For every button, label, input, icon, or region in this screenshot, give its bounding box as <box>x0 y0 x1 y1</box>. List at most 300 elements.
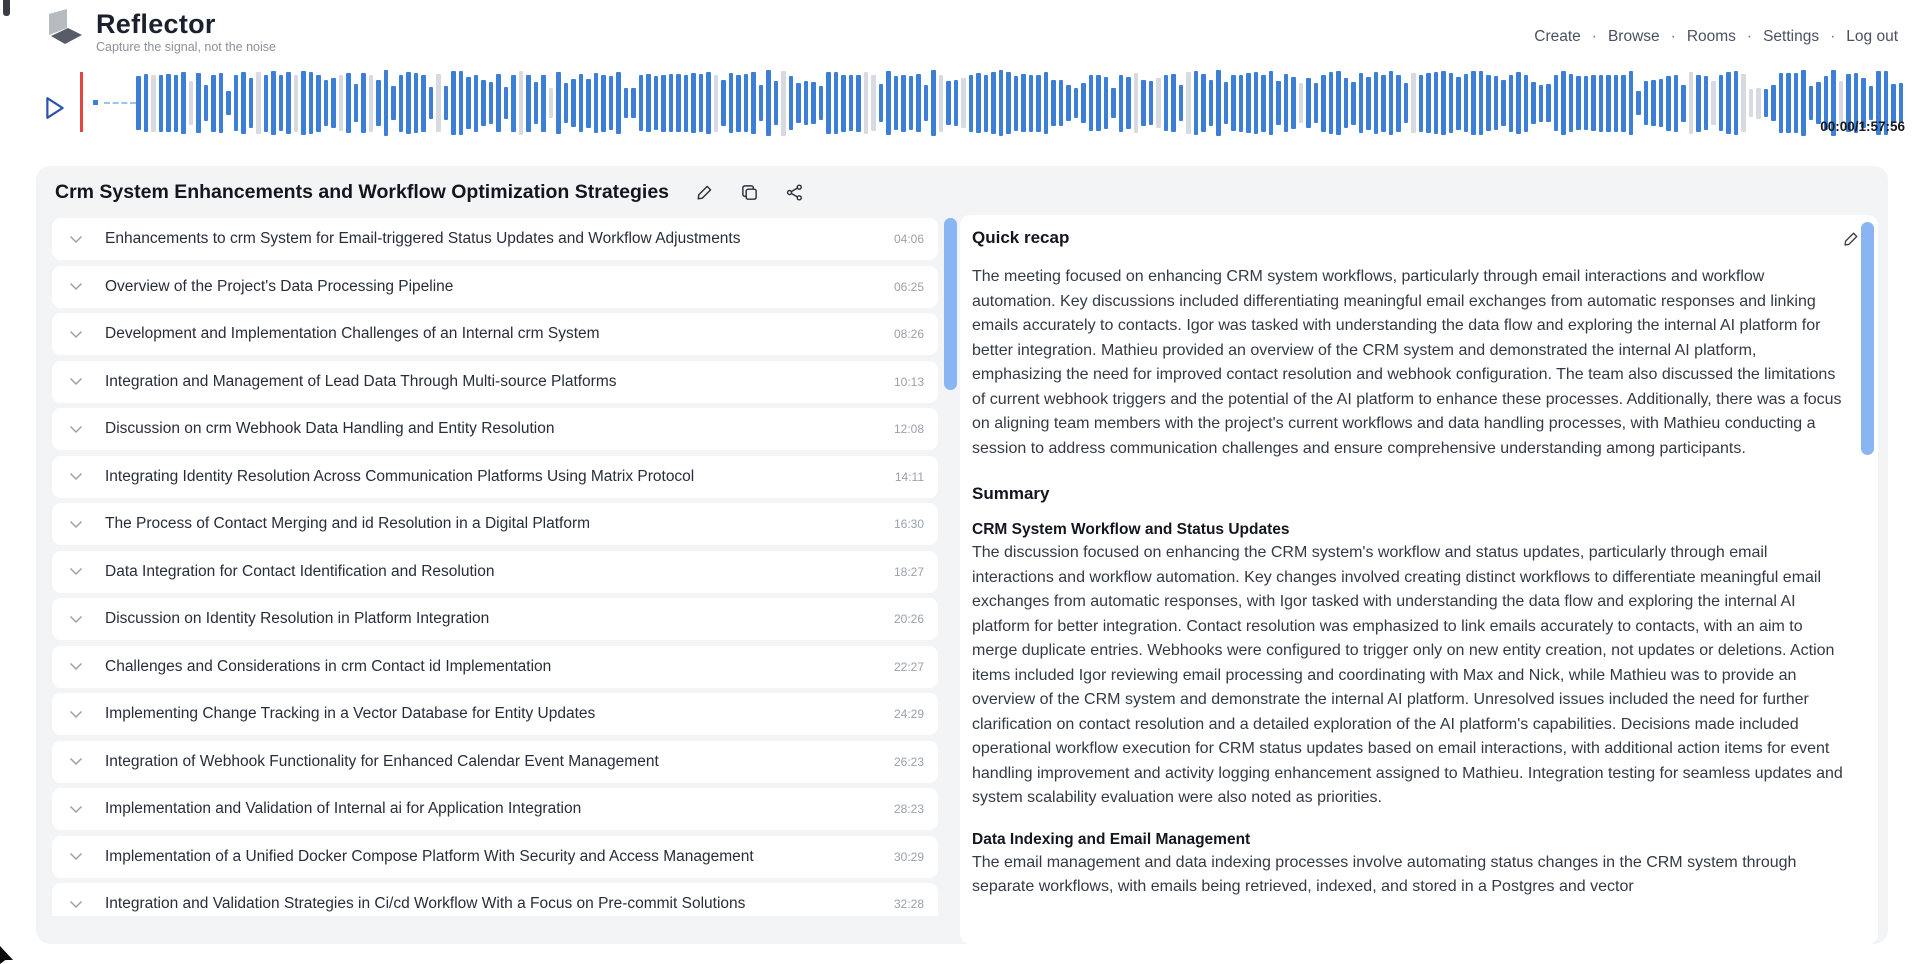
waveform-bar <box>286 72 291 133</box>
waveform-bar <box>1764 89 1769 117</box>
waveform-bar <box>579 74 584 132</box>
waveform-bar <box>1741 74 1746 132</box>
waveform-bar <box>864 72 869 134</box>
waveform-bar <box>1569 74 1574 132</box>
waveform-bar <box>166 74 171 133</box>
waveform-bar <box>586 79 591 128</box>
playhead-marker[interactable] <box>80 72 83 132</box>
waveform-bar <box>1411 73 1416 133</box>
waveform-bar <box>436 74 441 132</box>
quick-recap-header <box>972 228 1860 248</box>
waveform-bar <box>639 75 644 131</box>
topic-row[interactable] <box>52 598 938 640</box>
waveform-bar <box>1261 75 1266 132</box>
waveform-bar <box>999 70 1004 135</box>
topic-row[interactable] <box>52 313 938 355</box>
waveform-bar <box>189 81 194 125</box>
waveform-bar <box>339 75 344 131</box>
topic-title: Integration of Webhook Functionality for Enhanced Calendar Event Management <box>105 752 659 770</box>
topic-timestamp: 14:11 <box>894 469 924 484</box>
topic-title: The Process of Contact Merging and id Resolution in a Digital Platform <box>105 515 591 532</box>
waveform-bar <box>399 75 404 132</box>
waveform-bar <box>489 82 494 124</box>
topic-row[interactable] <box>52 456 938 498</box>
waveform-bar <box>1539 85 1544 122</box>
waveform-bar <box>1149 81 1154 125</box>
waveform-bar <box>1209 80 1214 125</box>
topic-row[interactable] <box>52 836 938 878</box>
waveform-bar <box>931 70 936 136</box>
waveform-bar <box>256 72 261 134</box>
topic-timestamp: 24:29 <box>893 707 924 721</box>
chevron-down-icon[interactable] <box>69 425 83 434</box>
main-nav <box>1534 28 1898 46</box>
waveform-bar <box>1224 82 1229 124</box>
summary-panel <box>960 215 1878 944</box>
waveform-bar <box>1321 75 1326 132</box>
waveform-bar <box>511 75 516 132</box>
waveform-bar <box>984 75 989 132</box>
waveform-bar <box>1141 80 1146 126</box>
waveform[interactable] <box>80 70 1905 136</box>
waveform-bar <box>669 74 674 132</box>
topic-title: Discussion on Identity Resolution in Platform Integration <box>105 610 490 627</box>
topics-scrollbar[interactable] <box>944 218 957 390</box>
waveform-bar <box>384 70 389 136</box>
waveform-bar <box>1786 73 1791 134</box>
topic-title: Enhancements to crm System for Email-triggered Status Updates and Workflow Adjustments <box>105 230 741 247</box>
waveform-bar <box>1576 76 1581 130</box>
topic-title: Implementation and Validation of Internal ai for Application Integration <box>105 800 582 817</box>
chevron-down-icon[interactable] <box>69 282 83 291</box>
waveform-bar <box>136 76 141 131</box>
meeting-title: Crm System Enhancements and Workflow Optimization Strategies <box>55 181 670 203</box>
waveform-bar <box>1246 73 1251 134</box>
summary-scrollbar[interactable] <box>1861 222 1874 455</box>
waveform-bar <box>879 84 884 122</box>
waveform-bar <box>459 71 464 135</box>
waveform-bar <box>1471 71 1476 136</box>
waveform-bar <box>444 86 449 120</box>
waveform-bar <box>894 76 899 129</box>
topic-title: Data Integration for Contact Identification and Resolution <box>105 562 495 580</box>
waveform-silence-dot <box>93 100 98 105</box>
waveform-bar <box>159 75 164 132</box>
topic-timestamp: 32:28 <box>893 897 924 911</box>
waveform-bar <box>219 73 224 133</box>
waveform-bar <box>1389 71 1394 135</box>
waveform-bar <box>309 72 314 133</box>
waveform-bar <box>361 73 366 133</box>
waveform-bar <box>1344 78 1349 128</box>
waveform-bar <box>849 75 854 131</box>
waveform-bar <box>1509 75 1514 132</box>
waveform-bar <box>699 74 704 132</box>
waveform-bar <box>1899 83 1904 122</box>
section-heading: Data Indexing and Email Management <box>972 830 1251 848</box>
topic-timestamp: 04:06 <box>893 232 924 246</box>
topic-row[interactable] <box>52 883 938 916</box>
waveform-bar <box>909 76 914 131</box>
waveform-bar <box>1014 76 1019 131</box>
waveform-bar <box>1561 71 1566 134</box>
waveform-bar <box>1134 73 1139 134</box>
waveform-bar <box>1801 70 1806 136</box>
waveform-bar <box>1186 72 1191 135</box>
waveform-bar <box>1621 75 1626 132</box>
nav-link-browse[interactable]: Browse <box>1607 28 1660 45</box>
waveform-bar <box>1284 74 1289 132</box>
topic-title: Development and Implementation Challenges of an Internal crm System <box>105 325 600 342</box>
waveform-bar <box>1591 75 1596 131</box>
waveform-silence-dashes <box>104 102 136 104</box>
chevron-down-icon[interactable] <box>69 520 83 529</box>
waveform-bar <box>969 75 974 132</box>
waveform-bar <box>346 73 351 133</box>
chevron-down-icon[interactable] <box>69 330 83 339</box>
waveform-bar <box>1749 89 1754 118</box>
waveform-bar <box>421 75 426 132</box>
waveform-bar <box>646 74 651 131</box>
topic-title: Integrating Identity Resolution Across Communication Platforms Using Matrix Protocol <box>105 467 695 485</box>
waveform-bar <box>1126 77 1131 128</box>
waveform-bar <box>1036 75 1041 132</box>
waveform-bar <box>1494 76 1499 130</box>
waveform-bar <box>1756 88 1761 119</box>
app-tagline: Capture the signal, not the noise <box>96 40 276 54</box>
waveform-bar <box>1396 75 1401 132</box>
waveform-bar <box>1599 75 1604 132</box>
waveform-bar <box>1644 81 1649 125</box>
edit-summary-icon[interactable] <box>1842 230 1860 248</box>
waveform-bar <box>1441 71 1446 135</box>
chevron-down-icon[interactable] <box>69 377 83 386</box>
section-text: The discussion focused on enhancing the CRM system's workflow and status updates, particularly through email interactions and workflow automation. Key changes involved creating distinct workflows to differentiate meaningful email exchanges from automatic responses, with Igor tasked with understanding the data flow and exploring the internal AI platform for better integration. Contact resolution was emphasized to link emails accurately to contacts, with an aim to merge duplicate entries. Webhooks were configured to trigger only on new entity creation, not updates or deletions. Action items included Igor reviewing email processing and coordinating with Max and Nick, while Mathieu was to provide an overview of the CRM system and demonstrate the internal AI platform. Unresolved issues included the need for further clarification on contact resolution and a detailed exploration of the AI platform's capabilities. Decisions made included operational workflow execution for CRM status updates based on email interactions, with additional action items for event handling improvement and activity logging enhancement assigned to Mathieu. Integration testing for seamless updates and system scalability evaluation were also noted as priorities. <box>972 544 1843 806</box>
topic-timestamp: 10:13 <box>893 374 924 389</box>
topic-timestamp: 16:30 <box>893 517 924 531</box>
waveform-bar <box>1531 82 1536 125</box>
chevron-down-icon[interactable] <box>69 662 83 671</box>
waveform-bar <box>676 74 681 132</box>
waveform-bar <box>1029 75 1034 132</box>
chevron-down-icon[interactable] <box>69 235 83 244</box>
waveform-bar <box>684 75 689 132</box>
waveform-bar <box>841 75 846 132</box>
waveform-bar <box>1659 79 1664 128</box>
waveform-bar <box>1336 71 1341 135</box>
topic-row[interactable] <box>52 503 938 545</box>
topics-list <box>52 218 938 916</box>
chevron-down-icon[interactable] <box>69 710 83 719</box>
waveform-bar <box>811 82 816 124</box>
waveform-bar <box>834 72 839 135</box>
chevron-down-icon[interactable] <box>69 567 83 576</box>
waveform-bar <box>961 78 966 127</box>
waveform-bar <box>391 86 396 120</box>
waveform-bar <box>1891 84 1896 123</box>
waveform-bar <box>301 71 306 135</box>
topic-timestamp: 06:25 <box>893 279 924 294</box>
waveform-bar <box>789 76 794 129</box>
topic-row[interactable] <box>52 551 938 593</box>
waveform-bar <box>1719 75 1724 132</box>
chevron-down-icon[interactable] <box>69 757 83 766</box>
waveform-bar <box>1651 80 1656 126</box>
waveform-bar <box>1809 86 1814 119</box>
chevron-down-icon[interactable] <box>69 805 83 814</box>
waveform-bar <box>616 72 621 134</box>
waveform-bar <box>556 72 561 135</box>
waveform-bar <box>916 74 921 133</box>
quick-recap-heading: Quick recap <box>972 228 1070 247</box>
waveform-bar <box>571 79 576 127</box>
waveform-bar <box>376 80 381 126</box>
waveform-bar <box>1171 74 1176 132</box>
reflector-logo-icon[interactable] <box>38 6 86 54</box>
topic-row[interactable] <box>52 788 938 830</box>
meeting-card <box>36 166 1888 944</box>
section-heading: CRM System Workflow and Status Updates <box>972 521 1290 538</box>
waveform-bar <box>226 91 231 115</box>
topic-row[interactable] <box>52 361 938 403</box>
waveform-bar <box>406 72 411 134</box>
topic-timestamp: 08:26 <box>893 327 924 341</box>
waveform-bar <box>1351 82 1356 125</box>
waveform-bar <box>526 75 531 132</box>
waveform-bar <box>1689 72 1694 133</box>
waveform-bar <box>1554 75 1559 131</box>
waveform-bar <box>1201 74 1206 132</box>
waveform-bar <box>271 71 276 136</box>
waveform-bar <box>766 70 771 135</box>
waveform-bar <box>1704 76 1709 129</box>
waveform-bar <box>736 75 741 132</box>
waveform-bar <box>826 72 831 134</box>
waveform-bar <box>1269 71 1274 136</box>
waveform-bar <box>324 80 329 127</box>
waveform-bar <box>481 80 486 126</box>
chevron-down-icon[interactable] <box>69 852 83 861</box>
waveform-bar <box>759 85 764 121</box>
waveform-bar <box>331 78 336 127</box>
waveform-bar <box>1464 74 1469 132</box>
topic-timestamp: 30:29 <box>893 849 924 864</box>
waveform-bar <box>1216 70 1221 135</box>
waveform-bar <box>369 75 374 132</box>
edit-icon[interactable] <box>695 183 714 202</box>
waveform-bar <box>1111 88 1116 118</box>
waveform-bar <box>196 73 201 133</box>
waveform-bar <box>1291 77 1296 130</box>
waveform-bar <box>939 75 944 132</box>
waveform-bar <box>1629 71 1634 135</box>
summary-panel-content <box>960 228 1878 900</box>
waveform-bar <box>691 73 696 133</box>
waveform-bar <box>1059 80 1064 126</box>
meeting-title-row <box>36 166 1888 204</box>
waveform-bar <box>1681 85 1686 122</box>
waveform-bar <box>856 75 861 132</box>
waveform-bar <box>279 75 284 131</box>
waveform-bar <box>1096 75 1101 131</box>
topic-timestamp: 12:08 <box>893 422 924 436</box>
waveform-bar <box>1734 71 1739 135</box>
waveform-bar <box>1239 75 1244 132</box>
topic-row[interactable] <box>52 646 938 688</box>
waveform-bar <box>1089 75 1094 131</box>
waveform-bar <box>1366 77 1371 130</box>
waveform-bar <box>954 80 959 126</box>
waveform-bar <box>1674 75 1679 132</box>
waveform-bar <box>1419 75 1424 132</box>
waveform-bar <box>1404 83 1409 123</box>
topic-title: Integration and Validation Strategies in Ci/cd Workflow With a Focus on Pre-commit Solutions <box>105 895 746 912</box>
waveform-bar <box>1584 76 1589 131</box>
topic-title: Discussion on crm Webhook Data Handling and Entity Resolution <box>105 420 555 437</box>
waveform-bar <box>924 85 929 122</box>
waveform-bar <box>1381 75 1386 132</box>
waveform-bar <box>451 71 456 136</box>
topic-title: Overview of the Project's Data Processing Pipeline <box>105 277 454 295</box>
waveform-bar <box>796 83 801 123</box>
waveform-bar <box>504 87 509 119</box>
topic-row[interactable] <box>52 693 938 735</box>
waveform-bar <box>429 87 434 119</box>
nav-separator: · <box>1830 28 1836 45</box>
waveform-bar <box>1614 75 1619 132</box>
mouse-cursor <box>0 946 13 964</box>
window-edge-artifact <box>3 0 10 16</box>
nav-link-settings[interactable]: Settings <box>1763 28 1820 45</box>
waveform-bar <box>1074 88 1079 118</box>
waveform-bar <box>714 75 719 132</box>
waveform-bar <box>601 75 606 132</box>
waveform-bar <box>1179 85 1184 121</box>
waveform-bar <box>1816 82 1821 124</box>
brand-block <box>96 9 276 54</box>
waveform-bar <box>151 75 156 132</box>
waveform-bar <box>774 81 779 126</box>
waveform-bar <box>549 88 554 118</box>
quick-recap-text: The meeting focused on enhancing CRM system workflows, particularly through email interactions and workflow automation. Key discussions included differentiating meaningful email exchanges from automatic responses and linking emails accurately to contacts. Igor was tasked with understanding the data flow and exploring the internal AI platform for better integration. Mathieu provided an overview of the CRM system and demonstrated the internal AI platform, emphasizing the need for improved contact resolution and webhook configuration. The team also discussed the limitations of current webhook triggers and the potential of the AI platform to enhance these processes. Additionally, there was a focus on aligning team members with the project's current workflows and data handling processes, with Mathieu conducting a session to address communication challenges and ensure comprehensive understanding among participants. <box>972 268 1842 457</box>
waveform-bar <box>249 78 254 128</box>
waveform-bar <box>721 80 726 127</box>
waveform-bar <box>706 72 711 134</box>
waveform-bar <box>594 73 599 134</box>
waveform-bar <box>181 72 186 134</box>
waveform-bar <box>1636 91 1641 115</box>
topic-title: Challenges and Considerations in crm Contact id Implementation <box>105 657 552 675</box>
waveform-bar <box>976 73 981 133</box>
waveform-bar <box>1711 81 1716 124</box>
waveform-bar <box>1051 80 1056 126</box>
play-button[interactable] <box>44 96 66 120</box>
waveform-bar <box>1119 75 1124 132</box>
waveform-bar <box>241 72 246 133</box>
topic-row[interactable] <box>52 741 938 783</box>
topic-title: Implementation of a Unified Docker Compose Platform With Security and Access Management <box>105 847 754 865</box>
waveform-bar <box>1231 75 1236 130</box>
nav-separator: · <box>1591 28 1597 45</box>
topic-title: Implementing Change Tracking in a Vector Database for Entity Updates <box>105 705 596 722</box>
topic-row[interactable] <box>52 266 938 308</box>
waveform-bar <box>294 75 299 132</box>
nav-separator: · <box>1746 28 1753 45</box>
waveform-bar <box>354 84 359 123</box>
waveform-bar <box>901 75 906 132</box>
topic-timestamp: 28:23 <box>893 802 924 816</box>
nav-link-log-out[interactable]: Log out <box>1846 28 1898 45</box>
waveform-bar <box>1726 72 1731 134</box>
waveform-bar <box>1104 77 1109 129</box>
waveform-bar <box>414 73 419 133</box>
time-display: 00:00/1:57:56 <box>1820 119 1905 134</box>
waveform-bar <box>264 75 269 132</box>
app-name: Reflector <box>96 9 216 39</box>
copy-icon[interactable] <box>740 183 759 202</box>
waveform-bar <box>519 71 524 136</box>
nav-separator: · <box>1670 28 1676 45</box>
waveform-bar <box>1869 86 1874 121</box>
waveform-bar <box>1666 76 1671 131</box>
waveform-bars <box>136 70 1905 136</box>
waveform-bar <box>234 75 239 132</box>
waveform-bar <box>496 74 501 132</box>
waveform-bar <box>1434 72 1439 135</box>
waveform-bar <box>1479 71 1484 135</box>
waveform-bar <box>1329 72 1334 134</box>
share-icon[interactable] <box>785 183 804 202</box>
waveform-bar <box>1164 75 1169 132</box>
waveform-bar <box>1254 72 1259 134</box>
nav-link-create[interactable]: Create <box>1534 28 1581 45</box>
waveform-bar <box>1794 73 1799 132</box>
topic-row[interactable] <box>52 218 938 260</box>
waveform-bar <box>729 73 734 133</box>
waveform-bar <box>1359 73 1364 133</box>
waveform-bar <box>1696 75 1701 132</box>
topic-row[interactable] <box>52 408 938 450</box>
waveform-bar <box>1374 72 1379 134</box>
waveform-bar <box>1426 73 1431 133</box>
waveform-bar <box>871 75 876 131</box>
waveform-bar <box>631 88 636 117</box>
waveform-bar <box>624 88 629 119</box>
chevron-down-icon[interactable] <box>69 615 83 624</box>
nav-link-rooms[interactable]: Rooms <box>1686 28 1736 45</box>
chevron-down-icon[interactable] <box>69 472 83 481</box>
topic-timestamp: 26:23 <box>893 754 924 769</box>
waveform-bar <box>1306 78 1311 129</box>
summary-sections <box>972 519 1860 900</box>
waveform-bar <box>144 74 149 132</box>
waveform-bar <box>564 83 569 123</box>
waveform-bar <box>819 86 824 121</box>
chevron-down-icon[interactable] <box>69 900 83 909</box>
waveform-bar <box>661 75 666 132</box>
waveform-bar <box>1449 73 1454 133</box>
section-text: The email management and data indexing processes involve automating status changes in the CRM system through separate workflows, with emails being retrieved, indexed, and stored in a Postgres and vector <box>972 853 1797 895</box>
summary-heading: Summary <box>972 484 1050 503</box>
waveform-bar <box>1006 72 1011 135</box>
waveform-bar <box>1524 75 1529 132</box>
waveform-bar <box>1299 83 1304 123</box>
waveform-bar <box>1314 83 1319 123</box>
waveform-bar <box>541 75 546 132</box>
waveform-bar <box>804 81 809 124</box>
waveform-bar <box>1516 72 1521 134</box>
waveform-bar <box>654 76 659 130</box>
